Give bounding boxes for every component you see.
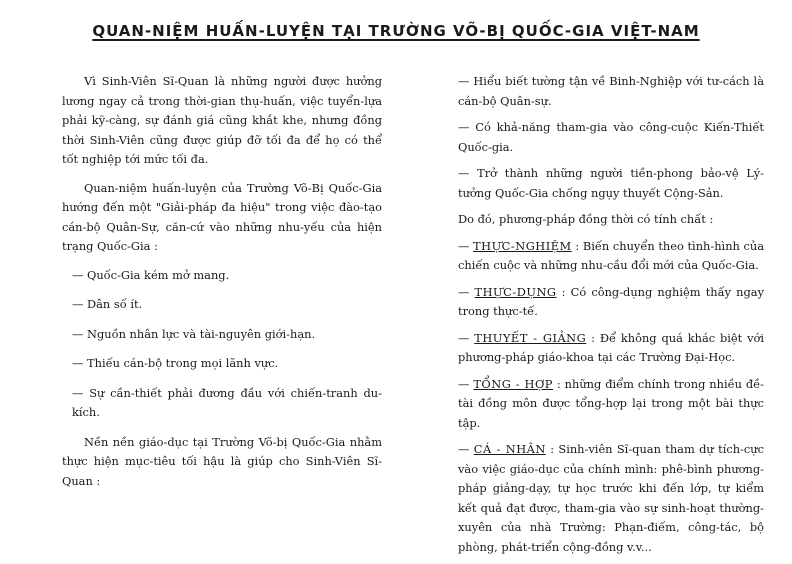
method-term: TỔNG - HỢP [473,376,553,391]
left-column [62,72,382,500]
paragraph-selection: Vì Sinh-Viên Sĩ-Quan là những người được hưởng lương ngay cả trong thời-gian thụ-huấn, việc tuyển-lựa phải kỹ-càng, sự đánh giá cũng khắt khe, nhưng đồng thời Sinh-Viên cũng được giúp đỡ tối đa để họ có thể tốt nghiệp tới mức tối đa. [62,74,382,166]
paragraph-training-concept: Quan-niệm huấn-luyện của Trường Võ-Bị Quốc-Gia hướng đến một "Giải-pháp đa hiệu" trong việc đào-tạo cán-bộ Quân-Sự, căn-cứ vào những nhu-yếu của hiện trạng Quốc-Gia : [62,180,382,253]
page-title: QUAN-NIỆM HUẤN-LUYỆN TẠI TRƯỜNG VÕ-BỊ QUỐC-GIA VIỆT-NAM [92,22,700,40]
list-item: — Nguồn nhân lực và tài-nguyên giới-hạn. [72,326,316,341]
right-column [452,72,764,564]
method-term: THỰC-NGHIỆM [473,238,572,253]
list-item: — Thiếu cán-bộ trong mọi lãnh vực. [72,356,279,370]
method-desc: : Để không quá khác biệt với phương-pháp giáo-khoa tại các Trường Đại-Học. [458,330,765,364]
method-item: — THỰC-DỤNG : Có công-dụng nghiệm thấy ngay trong thực-tế. [458,284,765,318]
method-item: — CÁ - NHÂN : Sinh-viên Sĩ-quan tham dự tích-cực vào việc giáo-dục của chính mình: phê-bình phương-pháp giảng-dạy, tự học trước khi đến lớp, tự kiểm kết quả đạt được, tham-gia vào sự sinh-hoạt thường-xuyên của nhà Trường: Phạn-điếm, công-tác, bộ phòng, phát-triển cộng-đồng v.v... [458,442,764,554]
list-item: — Quốc-Gia kém mở mang. [72,267,230,282]
list-item: — Có khả-năng tham-gia vào công-cuộc Kiến-Thiết Quốc-gia. [458,120,764,154]
method-term: CÁ - NHÂN [473,442,546,456]
method-item: — THUYẾT - GIẢNG : Để không quá khác biệt với phương-pháp giáo-khoa tại các Trường Đại-Học. [458,330,765,364]
method-desc: : Sinh-viên Sĩ-quan tham dự tích-cực vào việc giáo-dục của chính mình: phê-bình phương-pháp giảng-dạy, tự học trước khi đến lớp, tự kiểm kết quả đạt được, tham-gia vào sự sinh-hoạt thường-xuyên của nhà Trường: Phạn-điếm, công-tác, bộ phòng, phát-triển cộng-đồng v.v... [458,442,764,554]
list-item: — Hiểu biết tường tận về Binh-Nghiệp với tư-cách là cán-bộ Quân-sự. [458,74,764,108]
method-desc: : Có công-dụng nghiệm thấy ngay trong thực-tế. [458,284,765,318]
method-term: THỰC-DỤNG [474,284,557,299]
method-term: THUYẾT - GIẢNG [474,330,587,345]
paragraph-education-goal: Nền nền giáo-dục tại Trường Võ-bị Quốc-Gia nhằm thực hiện mục-tiêu tối hậu là giúp cho Sinh-Viên Sĩ-Quan : [62,434,382,488]
method-desc: : Biến chuyển theo tình-hình của chiến cuộc và những nhu-cầu đổi mới của Quốc-Gia. [458,238,765,272]
method-item: — TỔNG - HỢP : những điểm chính trong nhiều đề-tài đồng môn được tổng-hợp lại trong một bài thực tập. [458,376,765,430]
list-item: — Sự cần-thiết phải đương đầu với chiến-tranh du-kích. [72,385,382,419]
method-item: — THỰC-NGHIỆM : Biến chuyển theo tình-hình của chiến cuộc và những nhu-cầu đổi mới của Quốc-Gia. [458,238,765,272]
list-item: — Trở thành những người tiền-phong bảo-vệ Lý-tưởng Quốc-Gia chống ngụy thuyết Cộng-Sản. [458,166,764,200]
method-intro: Do đó, phương-pháp đồng thời có tính chất : [458,212,714,226]
list-item: — Dân số ít. [72,297,143,311]
method-desc: : những điểm chính trong nhiều đề-tài đồng môn được tổng-hợp lại trong một bài thực tập. [458,376,765,430]
